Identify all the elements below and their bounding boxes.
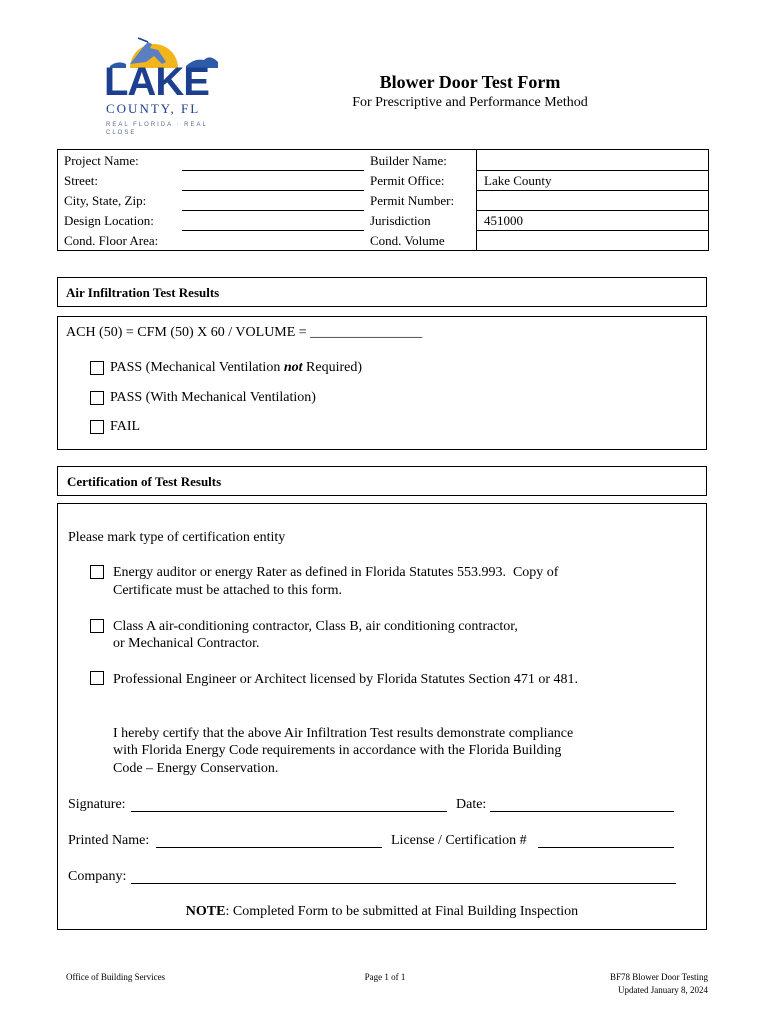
- signature-label: Signature:: [68, 797, 126, 812]
- contractor-checkbox[interactable]: [90, 619, 104, 633]
- pass-with-ventilation-checkbox[interactable]: [90, 391, 104, 405]
- floor-area-field[interactable]: [182, 250, 364, 251]
- lake-county-logo: [96, 32, 228, 136]
- logo-wordmark: LAKE: [104, 60, 209, 104]
- printed-name-label: Printed Name:: [68, 833, 150, 848]
- footer-page-number: Page 1 of 1: [364, 972, 406, 982]
- footer-updated-date: Updated January 8, 2024: [618, 985, 708, 995]
- certification-heading: Certification of Test Results: [67, 474, 222, 489]
- company-field[interactable]: [131, 883, 676, 884]
- cert-prompt: Please mark type of certification entity: [68, 530, 286, 545]
- submission-note: NOTE: Completed Form to be submitted at Final Building Inspection: [185, 904, 579, 919]
- license-field[interactable]: [538, 847, 674, 848]
- energy-auditor-label-1: Energy auditor or energy Rater as defined in Florida Statutes 553.993. Copy of: [113, 565, 559, 580]
- design-location-label: Design Location:: [64, 213, 154, 228]
- permit-office-field[interactable]: [477, 190, 709, 191]
- builder-name-field[interactable]: [477, 170, 709, 171]
- jurisdiction-label: Jurisdiction: [370, 213, 431, 228]
- project-info-table: [57, 149, 709, 251]
- permit-number-label: Permit Number:: [370, 193, 455, 208]
- page-title: Blower Door Test Form: [379, 72, 561, 92]
- street-field[interactable]: [182, 190, 364, 191]
- air-infiltration-panel: [57, 316, 707, 450]
- builder-name-label: Builder Name:: [370, 153, 447, 168]
- volume-label: Cond. Volume: [370, 233, 445, 248]
- permit-office-label: Permit Office:: [370, 173, 445, 188]
- logo-tagline: REAL FLORIDA · REAL CLOSE: [106, 122, 208, 136]
- contractor-label-2: or Mechanical Contractor.: [113, 636, 260, 651]
- footer-office: Office of Building Services: [66, 972, 166, 982]
- cert-statement-2: with Florida Energy Code requirements in accordance with the Florida Building: [113, 743, 562, 758]
- date-field[interactable]: [490, 811, 674, 812]
- signature-field[interactable]: [131, 811, 447, 812]
- permit-office-value: Lake County: [484, 173, 552, 188]
- pass-no-ventilation-label: PASS (Mechanical Ventilation not Required): [110, 360, 362, 375]
- footer-form-id: BF78 Blower Door Testing: [610, 972, 708, 982]
- fail-checkbox[interactable]: [90, 420, 104, 434]
- contractor-label-1: Class A air-conditioning contractor, Class B, air conditioning contractor,: [113, 619, 518, 634]
- fail-label: FAIL: [110, 419, 141, 434]
- ach-formula: ACH (50) = CFM (50) X 60 / VOLUME = ________________: [66, 325, 423, 340]
- certification-panel: [57, 503, 707, 930]
- energy-auditor-checkbox[interactable]: [90, 565, 104, 579]
- certification-header: [57, 466, 707, 496]
- air-infiltration-heading: Air Infiltration Test Results: [66, 285, 220, 300]
- pass-no-ventilation-checkbox[interactable]: [90, 361, 104, 375]
- permit-number-field[interactable]: [477, 210, 709, 211]
- floor-area-label: Cond. Floor Area:: [64, 233, 159, 248]
- city-state-zip-field[interactable]: [182, 210, 364, 211]
- page-subtitle: For Prescriptive and Performance Method: [352, 95, 588, 110]
- cert-statement-1: I hereby certify that the above Air Infiltration Test results demonstrate compliance: [113, 726, 574, 741]
- design-location-field[interactable]: [182, 230, 364, 231]
- license-label: License / Certification #: [391, 833, 527, 848]
- engineer-architect-checkbox[interactable]: [90, 671, 104, 685]
- city-state-zip-label: City, State, Zip:: [64, 193, 147, 208]
- jurisdiction-field[interactable]: [477, 230, 709, 231]
- energy-auditor-label-2: Certificate must be attached to this form.: [113, 583, 342, 598]
- cert-statement-3: Code – Energy Conservation.: [113, 761, 279, 776]
- jurisdiction-value: 451000: [484, 213, 523, 228]
- project-name-label: Project Name:: [64, 153, 139, 168]
- air-infiltration-header: [57, 277, 707, 307]
- logo-county: COUNTY, FL: [106, 101, 201, 116]
- project-name-field[interactable]: [182, 170, 364, 171]
- street-label: Street:: [64, 173, 98, 188]
- engineer-architect-label: Professional Engineer or Architect licensed by Florida Statutes Section 471 or 481.: [113, 672, 579, 687]
- pass-with-ventilation-label: PASS (With Mechanical Ventilation): [110, 390, 316, 405]
- printed-name-field[interactable]: [156, 847, 382, 848]
- date-label: Date:: [456, 797, 487, 812]
- company-label: Company:: [68, 869, 127, 884]
